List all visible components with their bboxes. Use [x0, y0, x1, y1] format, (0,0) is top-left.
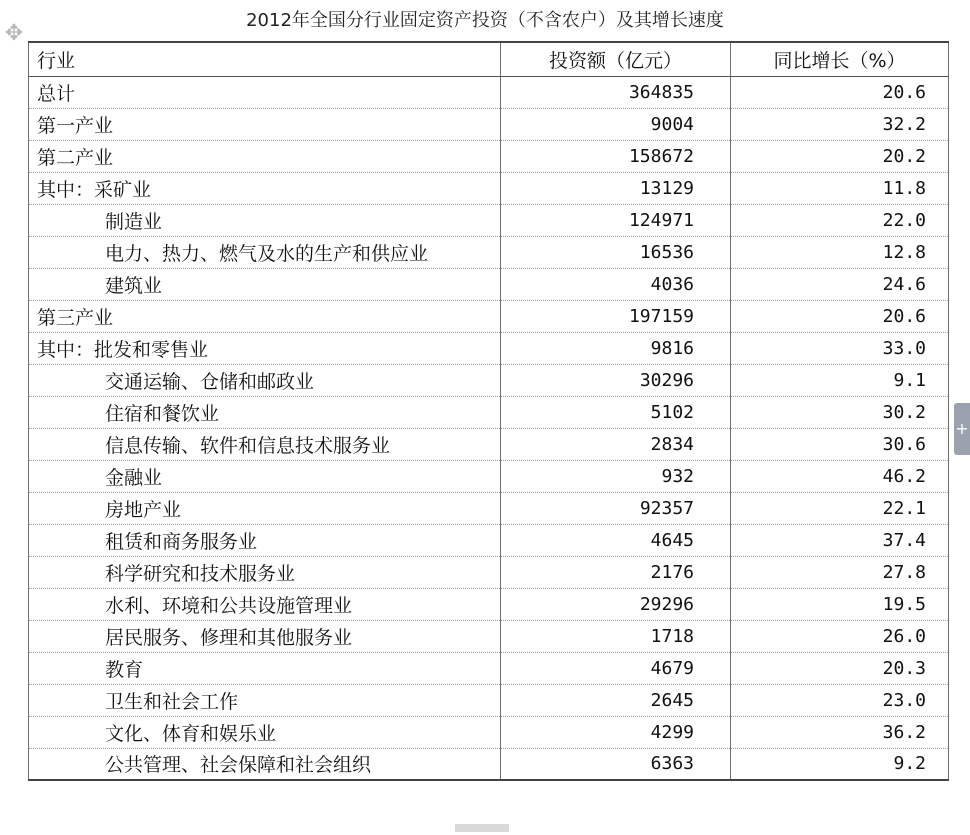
header-row: [29, 42, 949, 76]
industry-cell: 租赁和商务服务业: [29, 524, 501, 556]
investment-cell: 4036: [501, 268, 731, 300]
growth-cell: 23.0: [731, 684, 949, 716]
table-row: [29, 332, 949, 364]
table-row: [29, 204, 949, 236]
growth-cell: 30.6: [731, 428, 949, 460]
table-row: [29, 620, 949, 652]
growth-cell: 30.2: [731, 396, 949, 428]
growth-cell: 37.4: [731, 524, 949, 556]
industry-cell: 其中：采矿业: [29, 172, 501, 204]
growth-cell: 20.2: [731, 140, 949, 172]
table-row: [29, 428, 949, 460]
investment-cell: 158672: [501, 140, 731, 172]
investment-cell: 30296: [501, 364, 731, 396]
investment-cell: 2645: [501, 684, 731, 716]
industry-cell: 房地产业: [29, 492, 501, 524]
growth-cell: 36.2: [731, 716, 949, 748]
scroll-indicator: [455, 824, 509, 832]
header-growth: 同比增长（%）: [731, 42, 949, 76]
industry-cell: 教育: [29, 652, 501, 684]
industry-cell: 文化、体育和娱乐业: [29, 716, 501, 748]
growth-cell: 11.8: [731, 172, 949, 204]
growth-cell: 22.0: [731, 204, 949, 236]
industry-cell: 第三产业: [29, 300, 501, 332]
industry-cell: 水利、环境和公共设施管理业: [29, 588, 501, 620]
industry-cell: 住宿和餐饮业: [29, 396, 501, 428]
industry-cell: 信息传输、软件和信息技术服务业: [29, 428, 501, 460]
investment-cell: 29296: [501, 588, 731, 620]
table-row: [29, 236, 949, 268]
industry-cell: 交通运输、仓储和邮政业: [29, 364, 501, 396]
industry-cell: 制造业: [29, 204, 501, 236]
growth-cell: 24.6: [731, 268, 949, 300]
table-row: [29, 524, 949, 556]
table-row: [29, 460, 949, 492]
growth-cell: 20.3: [731, 652, 949, 684]
growth-cell: 9.1: [731, 364, 949, 396]
table-row: [29, 140, 949, 172]
investment-cell: 2834: [501, 428, 731, 460]
table-row: [29, 556, 949, 588]
table-row: [29, 684, 949, 716]
table-row: [29, 108, 949, 140]
table-row: [29, 172, 949, 204]
investment-cell: 9816: [501, 332, 731, 364]
table-row: [29, 748, 949, 780]
table-row: [29, 492, 949, 524]
growth-cell: 46.2: [731, 460, 949, 492]
industry-cell: 其中：批发和零售业: [29, 332, 501, 364]
growth-cell: 20.6: [731, 76, 949, 108]
table-row: [29, 364, 949, 396]
growth-cell: 32.2: [731, 108, 949, 140]
industry-cell: 第二产业: [29, 140, 501, 172]
industry-cell: 公共管理、社会保障和社会组织: [29, 748, 501, 780]
growth-cell: 9.2: [731, 748, 949, 780]
industry-cell: 科学研究和技术服务业: [29, 556, 501, 588]
investment-cell: 9004: [501, 108, 731, 140]
investment-cell: 5102: [501, 396, 731, 428]
investment-cell: 4679: [501, 652, 731, 684]
growth-cell: 26.0: [731, 620, 949, 652]
investment-cell: 1718: [501, 620, 731, 652]
table-row: [29, 300, 949, 332]
growth-cell: 19.5: [731, 588, 949, 620]
table-row: [29, 716, 949, 748]
industry-cell: 金融业: [29, 460, 501, 492]
industry-cell: 总计: [29, 76, 501, 108]
growth-cell: 12.8: [731, 236, 949, 268]
header-industry: 行业: [29, 42, 501, 76]
industry-cell: 建筑业: [29, 268, 501, 300]
investment-cell: 16536: [501, 236, 731, 268]
growth-cell: 33.0: [731, 332, 949, 364]
growth-cell: 27.8: [731, 556, 949, 588]
growth-cell: 20.6: [731, 300, 949, 332]
side-expand-icon[interactable]: +: [954, 403, 970, 455]
growth-cell: 22.1: [731, 492, 949, 524]
header-investment: 投资额（亿元）: [501, 42, 731, 76]
investment-cell: 2176: [501, 556, 731, 588]
table-row: [29, 268, 949, 300]
industry-cell: 第一产业: [29, 108, 501, 140]
investment-cell: 124971: [501, 204, 731, 236]
table-body: [29, 76, 949, 780]
industry-cell: 电力、热力、燃气及水的生产和供应业: [29, 236, 501, 268]
industry-cell: 卫生和社会工作: [29, 684, 501, 716]
investment-cell: 4645: [501, 524, 731, 556]
investment-cell: 6363: [501, 748, 731, 780]
table-row: [29, 76, 949, 108]
investment-cell: 932: [501, 460, 731, 492]
investment-cell: 4299: [501, 716, 731, 748]
industry-cell: 居民服务、修理和其他服务业: [29, 620, 501, 652]
investment-cell: 13129: [501, 172, 731, 204]
table-title: 2012年全国分行业固定资产投资（不含农户）及其增长速度: [246, 10, 724, 31]
investment-cell: 364835: [501, 76, 731, 108]
investment-table: [28, 41, 949, 781]
investment-cell: 197159: [501, 300, 731, 332]
table-row: [29, 396, 949, 428]
move-handle-icon[interactable]: ✥: [4, 21, 24, 46]
table-row: [29, 588, 949, 620]
table-row: [29, 652, 949, 684]
investment-cell: 92357: [501, 492, 731, 524]
